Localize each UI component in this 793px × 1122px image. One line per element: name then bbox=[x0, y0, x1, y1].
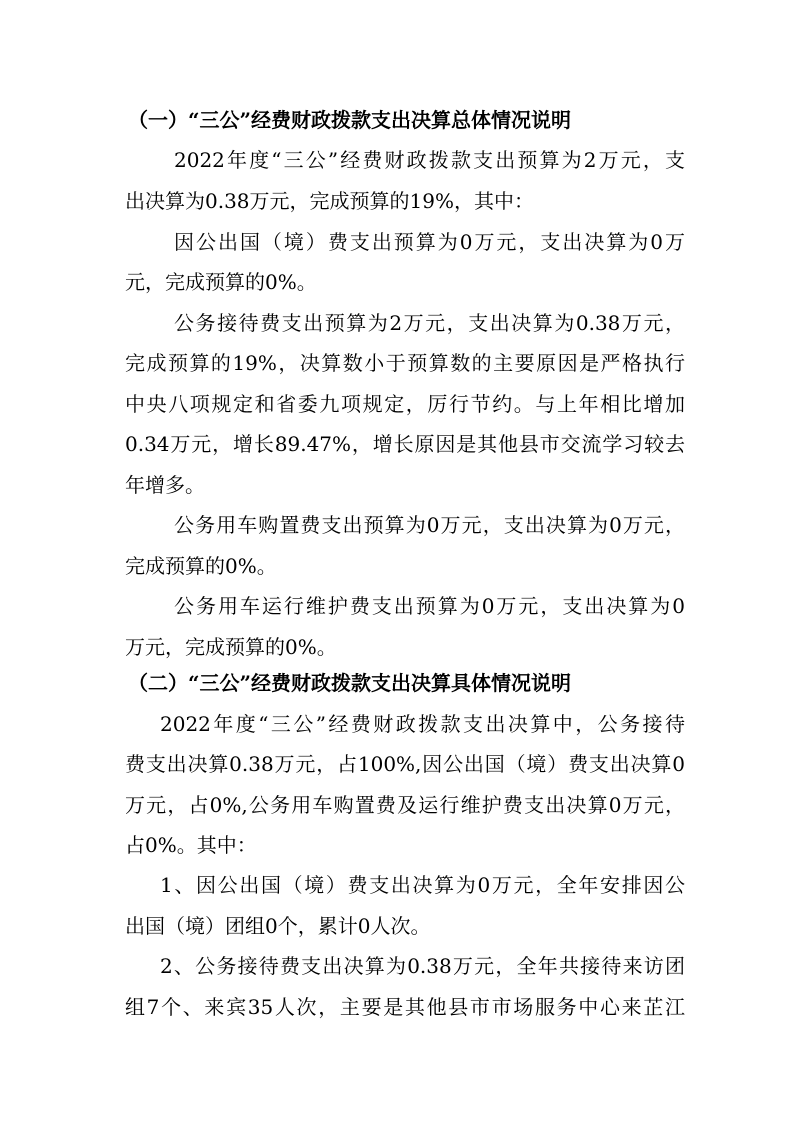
s2-p3-line-1: 2、公务接待费支出决算为0.38万元，全年共接待来访团 bbox=[160, 954, 685, 978]
s2-p1-line-4: 占0%。其中： bbox=[125, 833, 257, 857]
s2-p2-line-1: 1、因公出国（境）费支出决算为0万元，全年安排因公 bbox=[160, 873, 685, 897]
s1-p3-line-2: 完成预算的19%，决算数小于预算数的主要原因是严格执行 bbox=[125, 351, 685, 375]
s2-p1-line-2: 费支出决算0.38万元，占100%,因公出国（境）费支出决算0 bbox=[125, 752, 685, 776]
section-2-heading: （二）“三公”经费财政拨款支出决算具体情况说明 bbox=[128, 671, 572, 695]
s1-p1-line-1: 2022年度“三公”经费财政拨款支出预算为2万元，支 bbox=[174, 148, 685, 172]
s1-p3-line-5: 年增多。 bbox=[125, 473, 205, 497]
s1-p3-line-4: 0.34万元，增长89.47%，增长原因是其他县市交流学习较去 bbox=[125, 432, 685, 456]
s1-p4-line-1: 公务用车购置费支出预算为0万元，支出决算为0万元， bbox=[174, 513, 685, 537]
s1-p1-line-2: 出决算为0.38万元，完成预算的19%，其中： bbox=[125, 189, 534, 213]
s1-p4-line-2: 完成预算的0%。 bbox=[125, 554, 277, 578]
s1-p5-line-1: 公务用车运行维护费支出预算为0万元，支出决算为0 bbox=[174, 594, 685, 618]
s1-p5-line-2: 万元，完成预算的0%。 bbox=[125, 635, 337, 659]
s1-p3-line-3: 中央八项规定和省委九项规定，厉行节约。与上年相比增加 bbox=[125, 392, 685, 416]
section-1-heading: （一）“三公”经费财政拨款支出决算总体情况说明 bbox=[128, 108, 572, 132]
s1-p2-line-1: 因公出国（境）费支出预算为0万元，支出决算为0万 bbox=[174, 230, 685, 254]
s2-p2-line-2: 出国（境）团组0个，累计0人次。 bbox=[125, 914, 431, 938]
s1-p3-line-1: 公务接待费支出预算为2万元，支出决算为0.38万元， bbox=[174, 311, 685, 335]
s1-p2-line-2: 元，完成预算的0%。 bbox=[125, 270, 317, 294]
s2-p1-line-1: 2022年度“三公”经费财政拨款支出决算中，公务接待 bbox=[160, 712, 685, 736]
s2-p1-line-3: 万元，占0%,公务用车购置费及运行维护费支出决算0万元， bbox=[125, 793, 685, 817]
s2-p3-line-2: 组7个、来宾35人次，主要是其他县市市场服务中心来芷江 bbox=[125, 995, 685, 1019]
